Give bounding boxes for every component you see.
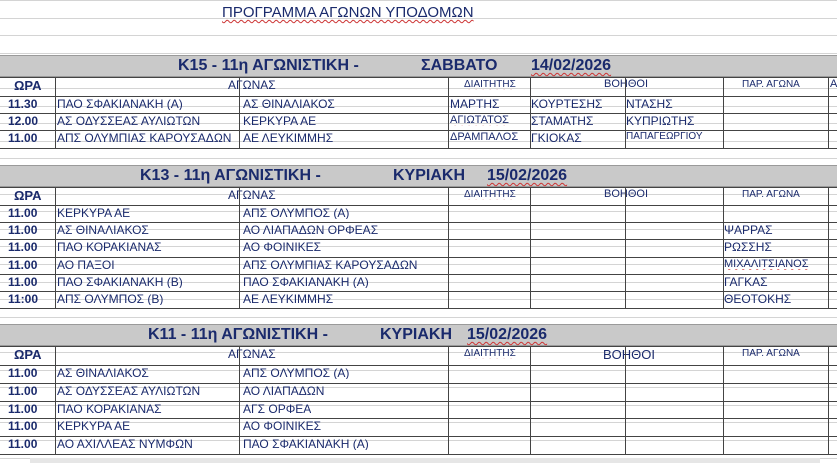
match-time: 11.00 <box>8 224 38 237</box>
row-border <box>0 222 837 223</box>
match-time: 12.00 <box>8 115 39 128</box>
match-time: 11.00 <box>8 367 38 379</box>
row-border <box>0 96 837 97</box>
header-time: ΩΡΑ <box>14 348 42 361</box>
match-time: 11.00 <box>8 132 38 145</box>
away-team[interactable]: ΑΟ ΦΟΙΝΙΚΕΣ <box>243 420 322 433</box>
header-referee: ΔΙΑΙΤΗΤΗΣ <box>464 80 516 90</box>
header-referee: ΔΙΑΙΤΗΤΗΣ <box>464 190 516 200</box>
home-team[interactable]: ΚΕΡΚΥΡΑ ΑΕ <box>57 420 131 433</box>
match-time: 11.00 <box>8 241 38 254</box>
horizontal-scrollbar[interactable] <box>30 458 820 463</box>
section-day: ΚΥΡΙΑΚΗ <box>380 326 453 343</box>
assistant-1[interactable]: ΚΟΥΡΤΕΣΗΣ <box>531 98 603 110</box>
away-team[interactable]: ΑΓΣ ΟΡΦΕΑ <box>243 402 312 415</box>
row-border <box>0 401 837 402</box>
table-bottom-border <box>0 454 837 455</box>
away-team[interactable]: ΑΕ ΛΕΥΚΙΜΜΗΣ <box>243 132 334 145</box>
observer-name[interactable]: ΓΑΓΚΑΣ <box>724 275 768 288</box>
away-team[interactable]: ΑΠΣ ΟΛΥΜΠΟΣ (Α) <box>243 367 350 379</box>
row-border <box>0 113 837 114</box>
away-team[interactable]: ΑΟ ΦΟΙΝΙΚΕΣ <box>243 241 322 254</box>
home-team[interactable]: ΑΟ ΠΑΞΟΙ <box>57 258 115 271</box>
section-band <box>0 55 837 77</box>
match-time: 11.30 <box>8 98 38 110</box>
row-border <box>0 365 837 366</box>
table-bottom-border <box>0 308 837 309</box>
header-observer: ΠΑΡ. ΑΓΩΝΑ <box>742 190 800 200</box>
match-time: 11:00 <box>8 293 39 305</box>
header-referee: ΔΙΑΙΤΗΤΗΣ <box>464 349 516 359</box>
header-observer: ΠΑΡ. ΑΓΩΝΑ <box>742 80 800 90</box>
home-team[interactable]: ΑΣ ΟΔΥΣΣΕΑΣ ΑΥΛΙΩΤΩΝ <box>57 384 201 397</box>
header-observer: ΠΑΡ. ΑΓΩΝΑ <box>742 349 800 359</box>
row-border <box>0 383 837 384</box>
row-border <box>0 291 837 292</box>
section-heading: Κ11 - 11η ΑΓΩΝΙΣΤΙΚΗ - <box>148 326 328 343</box>
assistant-2[interactable]: ΚΥΠΡΙΩΤΗΣ <box>626 115 695 128</box>
away-team[interactable]: ΑΟ ΛΙΑΠΑΔΩΝ ΟΡΦΕΑΣ <box>243 224 379 237</box>
section-heading: Κ15 - 11η ΑΓΩΝΙΣΤΙΚΗ - <box>178 57 359 74</box>
home-team[interactable]: ΚΕΡΚΥΡΑ ΑΕ <box>57 207 131 219</box>
away-team[interactable]: ΑΕ ΛΕΥΚΙΜΜΗΣ <box>243 293 334 305</box>
page-title: ΠΡΟΓΡΑΜΜΑ ΑΓΩΝΩΝ ΥΠΟΔΟΜΩΝ <box>222 4 474 21</box>
home-team[interactable]: ΑΟ ΑΧΙΛΛΕΑΣ ΝΥΜΦΩΝ <box>57 438 193 451</box>
home-team[interactable]: ΑΣ ΟΔΥΣΣΕΑΣ ΑΥΛΙΩΤΩΝ <box>57 115 201 128</box>
header-match: ΑΓΩΝΑΣ <box>228 79 276 91</box>
home-team[interactable]: ΠΑΟ ΣΦΑΚΙΑΝΑΚΗ (Α) <box>57 98 183 110</box>
observer-name[interactable]: ΨΑΡΡΑΣ <box>724 224 773 237</box>
away-team[interactable]: ΠΑΟ ΣΦΑΚΙΑΝΑΚΗ (Α) <box>243 275 369 288</box>
section-day: ΣΑΒΒΑΤΟ <box>421 57 498 74</box>
table-top-border <box>0 346 837 347</box>
away-team[interactable]: ΑΠΣ ΟΛΥΜΠΙΑΣ ΚΑΡΟΥΣΑΔΩΝ <box>243 258 418 271</box>
referee-name[interactable]: ΜΑΡΤΗΣ <box>450 98 500 110</box>
home-team[interactable]: ΑΠΣ ΟΛΥΜΠΙΑΣ ΚΑΡΟΥΣΑΔΩΝ <box>57 132 232 145</box>
section-date: 15/02/2026 <box>487 167 568 184</box>
away-team[interactable]: ΑΠΣ ΟΛΥΜΠΟΣ (Α) <box>243 207 350 219</box>
home-team[interactable]: ΑΣ ΘΙΝΑΛΙΑΚΟΣ <box>57 224 149 237</box>
table-top-border <box>0 187 837 188</box>
section-date: 14/02/2026 <box>531 57 612 74</box>
home-team[interactable]: ΠΑΟ ΚΟΡΑΚΙΑΝΑΣ <box>57 402 162 415</box>
header-match: ΑΓΩΝΑΣ <box>228 189 276 201</box>
section-date: 15/02/2026 <box>467 326 548 343</box>
assistant-2[interactable]: ΝΤΑΣΗΣ <box>626 98 673 110</box>
observer-name[interactable]: ΡΩΣΣΗΣ <box>724 241 772 254</box>
assistant-2[interactable]: ΠΑΠΑΓΕΩΡΓΙΟΥ <box>626 132 703 143</box>
referee-name[interactable]: ΑΓΙΩΤΑΤΟΣ <box>450 115 509 127</box>
header-time: ΩΡΑ <box>14 79 42 92</box>
away-team[interactable]: ΑΟ ΛΙΑΠΑΔΩΝ <box>243 384 325 397</box>
match-time: 11.00 <box>8 402 38 415</box>
row-border <box>0 239 837 240</box>
observer-name[interactable]: ΜΙΧΑΛΙΤΣΙΑΝΟΣ <box>724 258 809 270</box>
header-time: ΩΡΑ <box>14 189 42 202</box>
section-heading: Κ13 - 11η ΑΓΩΝΙΣΤΙΚΗ - <box>140 167 321 184</box>
row-border <box>0 436 837 437</box>
header-assistants: ΒΟΗΘΟΙ <box>603 348 656 361</box>
home-team[interactable]: ΠΑΟ ΚΟΡΑΚΙΑΝΑΣ <box>57 241 162 254</box>
header-assistants: ΒΟΗΘΟΙ <box>604 189 649 200</box>
row-border <box>0 274 837 275</box>
home-team[interactable]: ΠΑΟ ΣΦΑΚΙΑΝΑΚΗ (Β) <box>57 275 183 288</box>
table-top-border <box>0 77 837 78</box>
header-match: ΑΓΩΝΑΣ <box>228 348 276 360</box>
section-day: ΚΥΡΙΑΚΗ <box>393 167 466 184</box>
away-team[interactable]: ΚΕΡΚΥΡΑ ΑΕ <box>243 115 317 128</box>
match-time: 11.00 <box>8 438 38 451</box>
row-border <box>0 205 837 206</box>
away-team[interactable]: ΠΑΟ ΣΦΑΚΙΑΝΑΚΗ (Α) <box>243 438 369 451</box>
row-border <box>0 257 837 258</box>
assistant-1[interactable]: ΣΤΑΜΑΤΗΣ <box>531 115 594 128</box>
match-time: 11.00 <box>8 420 38 433</box>
away-team[interactable]: ΑΣ ΘΙΝΑΛΙΑΚΟΣ <box>243 98 335 110</box>
header-extra: Α <box>830 79 837 90</box>
referee-name[interactable]: ΔΡΑΜΠΑΛΟΣ <box>450 132 519 144</box>
header-assistants: ΒΟΗΘΟΙ <box>604 79 649 90</box>
home-team[interactable]: ΑΣ ΘΙΝΑΛΙΑΚΟΣ <box>57 367 149 379</box>
match-time: 11.00 <box>8 258 38 271</box>
match-time: 11.00 <box>8 275 38 288</box>
home-team[interactable]: ΑΠΣ ΟΛΥΜΠΟΣ (Β) <box>57 293 164 305</box>
assistant-1[interactable]: ΓΚΙΟΚΑΣ <box>531 132 582 145</box>
row-border <box>0 130 837 131</box>
observer-name[interactable]: ΘΕΟΤΟΚΗΣ <box>724 293 792 305</box>
match-time: 11.00 <box>8 384 38 397</box>
table-bottom-border <box>0 148 837 149</box>
row-border <box>0 418 837 419</box>
match-time: 11.00 <box>8 207 38 219</box>
